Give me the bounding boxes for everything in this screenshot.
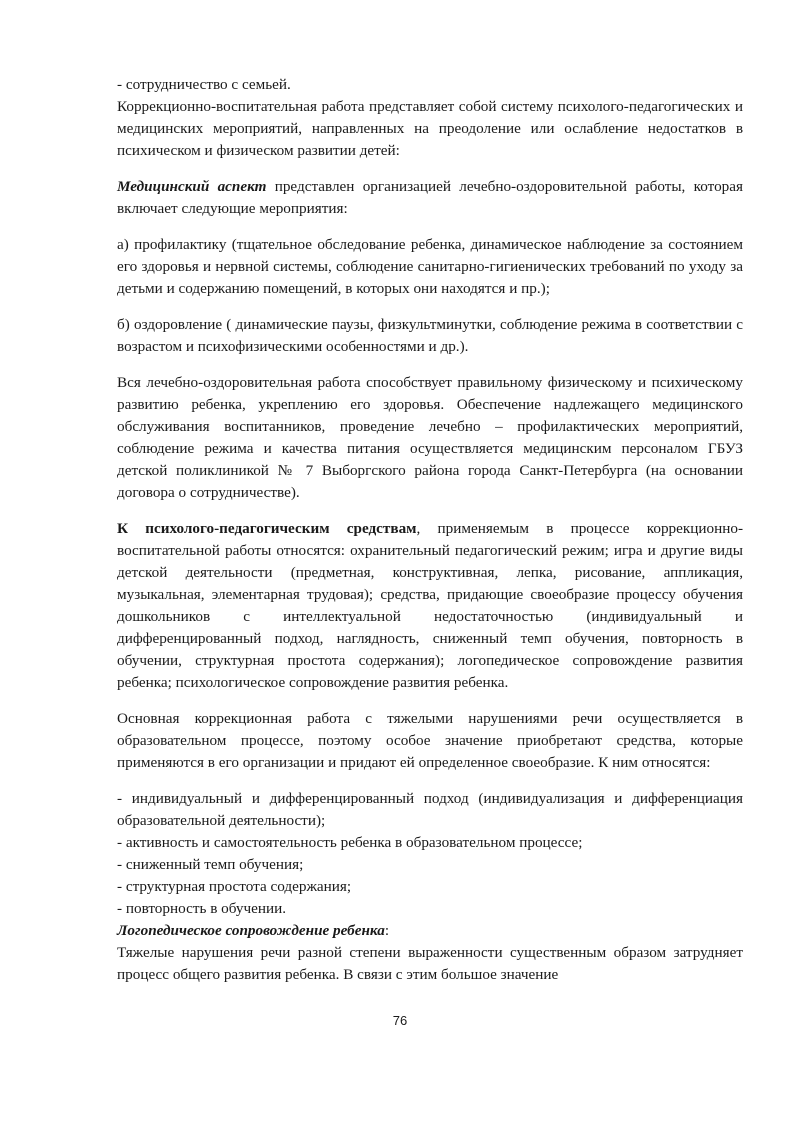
- list-item: - активность и самостоятельность ребенка в образовательном процессе;: [117, 834, 583, 851]
- speech-heading: Логопедическое сопровождение ребенка: [117, 922, 385, 939]
- paragraph-health: Вся лечебно-оздоровительная работа способствует правильному физическому и психическому развитию ребенка, укреплению его здоровья. Обеспечение надлежащего медицинского обслуживания воспитанников, проведение лечебно – профилактических мероприятий, соблюдение режима и качества питания осуществляется медицинским персоналом ГБУЗ детской поликлиникой № 7 Выборгского района города Санкт-Петербурга (на основании договора о сотрудничестве).: [117, 374, 743, 501]
- paragraph-main: Основная коррекционная работа с тяжелыми нарушениями речи осуществляется в образовательном процессе, поэтому особое значение приобретают средства, которые применяются в его организации и придают ей определенное своеобразие. К ним относятся:: [117, 710, 743, 771]
- intro-line: - сотрудничество с семьей.: [117, 76, 291, 93]
- paragraph-correction: Коррекционно-воспитательная работа представляет собой систему психолого-педагогических и медицинских мероприятий, направленных на преодоление или ослабление недостатков в психическом и физическом развитии детей:: [117, 98, 743, 159]
- page-number: 76: [392, 1013, 408, 1028]
- list-item: - индивидуальный и дифференцированный подход (индивидуализация и дифференциация образовательной деятельности);: [117, 790, 743, 829]
- psych-heading: К психолого-педагогическим средствам: [117, 520, 417, 537]
- medical-heading: Медицинский аспект: [117, 178, 267, 195]
- medical-text: представлен организацией лечебно-оздоровительной работы, которая включает следующие мероприятия:: [117, 178, 743, 217]
- means-list: [117, 788, 743, 920]
- psych-text: , применяемым в процессе коррекционно-воспитательной работы относятся: охранительный педагогический режим; игра и другие виды детской деятельности (предметная, конструктивная, лепка, рисование, аппликация, музыкальная, элементарная трудовая); средства, придающие своеобразие процессу обучения дошкольников с интеллектуальной недостаточностью (индивидуальный и дифференцированный подход, наглядность, сниженный темп обучения, повторность в обучении, структурная простота содержания); логопедическое сопровождение развития ребенка; психологическое сопровождение развития ребенка.: [117, 520, 744, 691]
- list-item: - сниженный темп обучения;: [117, 856, 304, 873]
- paragraph-psych: [117, 518, 743, 694]
- list-item: - структурная простота содержания;: [117, 878, 352, 895]
- speech-heading-line: [117, 920, 743, 942]
- list-item: - повторность в обучении.: [117, 900, 287, 917]
- item-a: а) профилактику (тщательное обследование ребенка, динамическое наблюдение за состоянием его здоровья и нервной системы, соблюдение санитарно-гигиенических требований по уходу за детьми и содержанию помещений, в которых они находятся и пр.);: [117, 236, 743, 297]
- speech-heading-colon: :: [384, 922, 390, 939]
- paragraph-speech: Тяжелые нарушения речи разной степени выраженности существенным образом затрудняет процесс общего развития ребенка. В связи с этим большое значение: [117, 944, 743, 983]
- item-b: б) оздоровление ( динамические паузы, физкультминутки, соблюдение режима в соответствии с возрастом и психофизическими особенностями и др.).: [117, 316, 743, 355]
- document-body: [117, 74, 743, 986]
- paragraph-medical: [117, 176, 743, 220]
